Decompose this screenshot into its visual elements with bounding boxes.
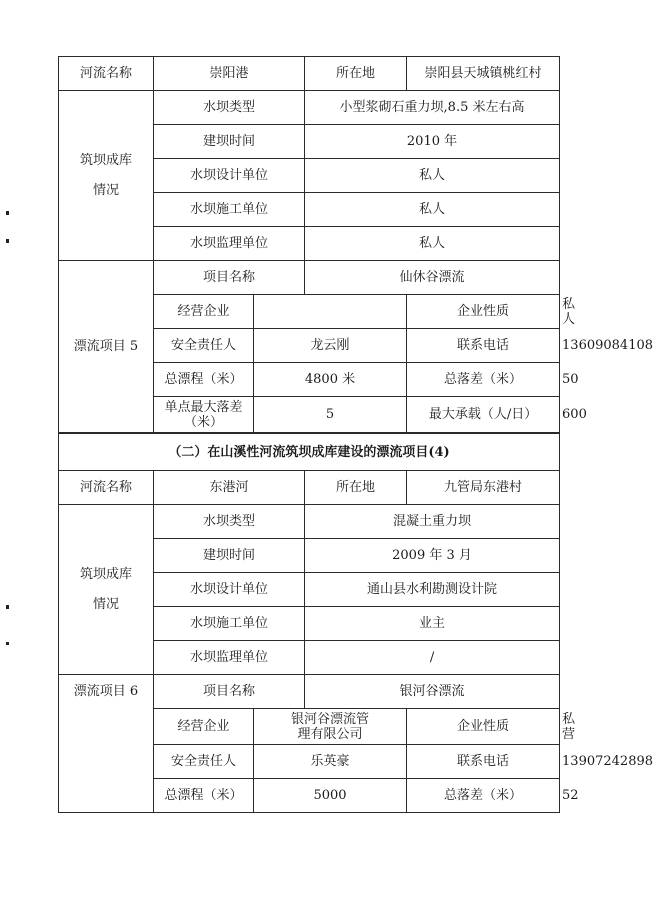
drop-label: 总落差（米） bbox=[407, 779, 560, 813]
table-row bbox=[59, 675, 560, 709]
scan-mark bbox=[6, 642, 9, 645]
supervision-unit-value: 私人 bbox=[305, 227, 560, 261]
build-time-value: 2009 年 3 月 bbox=[305, 539, 560, 573]
table-row: 总漂程（米） 4800 米 总落差（米） 50 bbox=[59, 363, 560, 397]
supervision-unit-label: 水坝监理单位 bbox=[154, 641, 305, 675]
scan-mark bbox=[6, 239, 9, 243]
table-row bbox=[59, 261, 560, 295]
project-name-label: 项目名称 bbox=[154, 261, 305, 295]
project-name-label: 项目名称 bbox=[154, 675, 305, 709]
section-title: （二）在山溪性河流筑坝成库建设的漂流项目(4) bbox=[59, 433, 560, 471]
table-row bbox=[59, 433, 560, 471]
table-row: 总漂程（米） 5000 总落差（米） 52 bbox=[59, 779, 560, 813]
dam-section-label: 筑坝成库情况 bbox=[59, 505, 154, 675]
table-row bbox=[59, 57, 560, 91]
nature-label: 企业性质 bbox=[407, 295, 560, 329]
river-name-label: 河流名称 bbox=[59, 57, 154, 91]
distance-value: 4800 米 bbox=[254, 363, 407, 397]
supervision-unit-value: / bbox=[305, 641, 560, 675]
dam-type-label: 水坝类型 bbox=[154, 91, 305, 125]
design-unit-label: 水坝设计单位 bbox=[154, 159, 305, 193]
safety-label: 安全责任人 bbox=[154, 745, 254, 779]
company-value bbox=[254, 295, 407, 329]
rafting-project-table bbox=[58, 56, 653, 813]
location-value: 崇阳县天城镇桃红村 bbox=[407, 57, 560, 91]
table-row bbox=[59, 471, 560, 505]
table-row bbox=[59, 91, 560, 125]
scan-mark bbox=[6, 211, 9, 215]
build-time-value: 2010 年 bbox=[305, 125, 560, 159]
dam-type-value: 小型浆砌石重力坝,8.5 米左右高 bbox=[305, 91, 560, 125]
table-row: 经营企业 企业性质 私人 bbox=[59, 295, 560, 329]
construction-unit-value: 业主 bbox=[305, 607, 560, 641]
company-label: 经营企业 bbox=[154, 709, 254, 745]
construction-unit-label: 水坝施工单位 bbox=[154, 607, 305, 641]
table-row bbox=[59, 505, 560, 539]
distance-value: 5000 bbox=[254, 779, 407, 813]
scan-mark bbox=[6, 605, 9, 609]
distance-label: 总漂程（米） bbox=[154, 779, 254, 813]
location-label: 所在地 bbox=[305, 471, 407, 505]
max-drop-label: 单点最大落差（米） bbox=[154, 397, 254, 434]
dam-type-value: 混凝土重力坝 bbox=[305, 505, 560, 539]
phone-label: 联系电话 bbox=[407, 745, 560, 779]
build-time-label: 建坝时间 bbox=[154, 125, 305, 159]
location-value: 九管局东港村 bbox=[407, 471, 560, 505]
project-name-value: 银河谷漂流 bbox=[305, 675, 560, 709]
dam-type-label: 水坝类型 bbox=[154, 505, 305, 539]
safety-label: 安全责任人 bbox=[154, 329, 254, 363]
drop-label: 总落差（米） bbox=[407, 363, 560, 397]
construction-unit-value: 私人 bbox=[305, 193, 560, 227]
document-sheet bbox=[58, 56, 653, 813]
capacity-label: 最大承载（人/日） bbox=[407, 397, 560, 434]
dam-section-label: 筑坝成库情况 bbox=[59, 91, 154, 261]
company-value: 银河谷漂流管理有限公司 bbox=[254, 709, 407, 745]
location-label: 所在地 bbox=[305, 57, 407, 91]
river-name-value: 东港河 bbox=[154, 471, 305, 505]
table-row: 安全责任人 乐英豪 联系电话 13907242898 bbox=[59, 745, 560, 779]
table-row: 单点最大落差（米） 5 最大承载（人/日） 600 bbox=[59, 397, 560, 434]
build-time-label: 建坝时间 bbox=[154, 539, 305, 573]
max-drop-value: 5 bbox=[254, 397, 407, 434]
table-row: 安全责任人 龙云刚 联系电话 13609084108 bbox=[59, 329, 560, 363]
river-name-value: 崇阳港 bbox=[154, 57, 305, 91]
design-unit-value: 私人 bbox=[305, 159, 560, 193]
project-name-value: 仙休谷漂流 bbox=[305, 261, 560, 295]
project-section-label: 漂流项目 6 bbox=[59, 675, 154, 813]
design-unit-value: 通山县水利勘测设计院 bbox=[305, 573, 560, 607]
nature-label: 企业性质 bbox=[407, 709, 560, 745]
construction-unit-label: 水坝施工单位 bbox=[154, 193, 305, 227]
company-label: 经营企业 bbox=[154, 295, 254, 329]
supervision-unit-label: 水坝监理单位 bbox=[154, 227, 305, 261]
project-section-label: 漂流项目 5 bbox=[59, 261, 154, 434]
design-unit-label: 水坝设计单位 bbox=[154, 573, 305, 607]
river-name-label: 河流名称 bbox=[59, 471, 154, 505]
distance-label: 总漂程（米） bbox=[154, 363, 254, 397]
safety-value: 乐英豪 bbox=[254, 745, 407, 779]
table-row: 经营企业 银河谷漂流管理有限公司 企业性质 私营 bbox=[59, 709, 560, 745]
safety-value: 龙云刚 bbox=[254, 329, 407, 363]
phone-label: 联系电话 bbox=[407, 329, 560, 363]
